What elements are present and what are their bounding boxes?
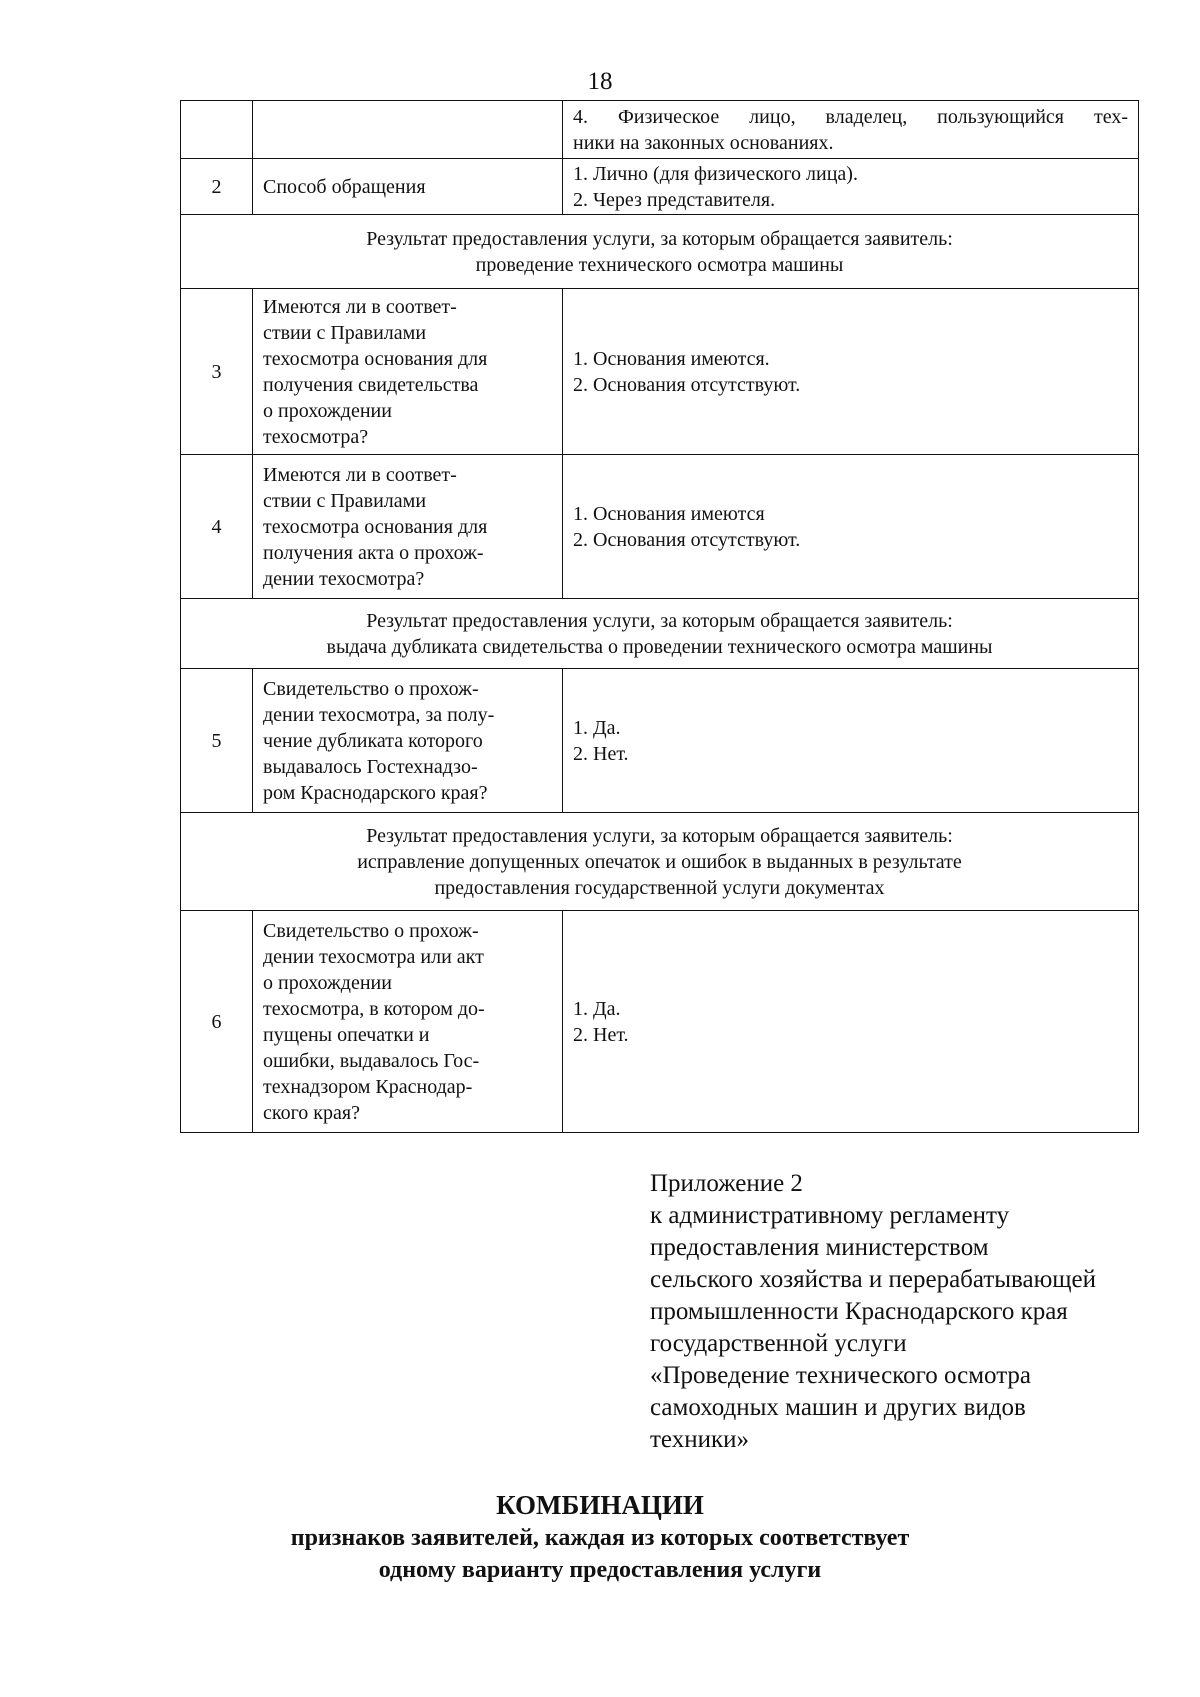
row-question [253,455,563,599]
answer-line: 2. Основания отсутствуют. [573,373,801,396]
question-line: выдавалось Гостехнадзо- [263,755,478,778]
result-heading [181,215,1139,289]
question-line: ошибки, выдавалось Гос- [263,1049,480,1072]
row-answer [563,101,1139,159]
question-line: о прохождении [263,399,392,422]
answer-line: 2. Через представителя. [573,188,776,211]
result-line: Результат предоставления услуги, за которым обращается заявитель: [366,824,953,847]
result-line: исправление допущенных опечаток и ошибок в выданных в результате [357,850,962,873]
row-number: 3 [181,289,253,455]
appendix-line: сельского хозяйства и перерабатывающей [650,1266,1097,1293]
table-row [181,455,1139,599]
result-heading [181,813,1139,911]
question-line: дении техосмотра, за полу- [263,703,495,726]
question-line: техосмотра основания для [263,347,488,370]
row-answer [563,289,1139,455]
result-row [181,599,1139,669]
row-number: 2 [181,159,253,215]
question-line: техосмотра? [263,425,369,448]
criteria-table [180,100,1139,1133]
appendix-block [650,1168,1160,1456]
question-line: техосмотра, в котором до- [263,997,485,1020]
heading-subtitle-line: признаков заявителей, каждая из которых соответствует [290,1525,910,1551]
table-row [181,159,1139,215]
answer-line: 2. Основания отсутствуют. [573,528,801,551]
result-line: проведение технического осмотра машины [475,253,844,276]
table-row [181,911,1139,1133]
answer-line: 2. Нет. [573,742,629,765]
row-question [253,289,563,455]
table-row [181,669,1139,813]
result-line: выдача дубликата свидетельства о проведении технического осмотра машины [326,635,993,658]
appendix-line: промышленности Краснодарского края [650,1298,1068,1325]
appendix-line: предоставления министерством [650,1234,989,1261]
appendix-line: государственной услуги [650,1330,907,1357]
row-number: 5 [181,669,253,813]
result-line: Результат предоставления услуги, за которым обращается заявитель: [366,609,953,632]
page-number: 18 [587,68,613,95]
document-heading [0,1488,1200,1586]
question-line: Свидетельство о прохож- [263,919,479,942]
row-number [181,101,253,159]
appendix-title: Приложение 2 [650,1170,803,1197]
answer-line: 4. Физическое лицо, владелец, пользующийся тех- [573,105,1128,128]
appendix-line: «Проведение технического осмотра [650,1362,1032,1389]
table-row [181,289,1139,455]
appendix-line: к административному регламенту [650,1202,1010,1229]
result-line: предоставления государственной услуги документах [434,876,885,899]
heading-subtitle-line: одному варианту предоставления услуги [378,1557,822,1583]
question-line: Имеются ли в соответ- [263,295,457,318]
question-line: ского края? [263,1101,360,1124]
table-row [181,101,1139,159]
row-answer [563,911,1139,1133]
question-line: Свидетельство о прохож- [263,677,479,700]
question-line: ром Краснодарского края? [263,781,488,804]
answer-line: 1. Да. [573,716,621,739]
question-line: ствии с Правилами [263,321,427,344]
answer-line: ники на законных основаниях. [573,131,834,154]
result-heading [181,599,1139,669]
question-line: Имеются ли в соответ- [263,463,457,486]
question-line: получения акта о прохож- [263,541,484,564]
answer-line: 1. Основания имеются. [573,347,770,370]
row-number: 6 [181,911,253,1133]
question-line: технадзором Краснодар- [263,1075,473,1098]
question-line: ствии с Правилами [263,489,427,512]
row-question [253,669,563,813]
question-line: дении техосмотра? [263,567,425,590]
row-answer [563,669,1139,813]
result-row [181,215,1139,289]
row-question [253,911,563,1133]
appendix-line: самоходных машин и других видов [650,1394,1026,1421]
question-line: чение дубликата которого [263,729,483,752]
row-question [253,159,563,215]
heading-title: КОМБИНАЦИИ [496,1490,704,1520]
question-line: пущены опечатки и [263,1023,430,1046]
question-line: Способ обращения [263,175,426,198]
answer-line: 1. Лично (для физического лица). [573,162,858,185]
result-row [181,813,1139,911]
row-question [253,101,563,159]
appendix-line: техники» [650,1426,749,1453]
question-line: дении техосмотра или акт [263,945,484,968]
row-number: 4 [181,455,253,599]
answer-line: 2. Нет. [573,1023,629,1046]
question-line: техосмотра основания для [263,515,488,538]
question-line: получения свидетельства [263,373,479,396]
answer-line: 1. Основания имеются [573,502,765,525]
result-line: Результат предоставления услуги, за которым обращается заявитель: [366,227,953,250]
answer-line: 1. Да. [573,997,621,1020]
row-answer [563,159,1139,215]
question-line: о прохождении [263,971,392,994]
row-answer [563,455,1139,599]
